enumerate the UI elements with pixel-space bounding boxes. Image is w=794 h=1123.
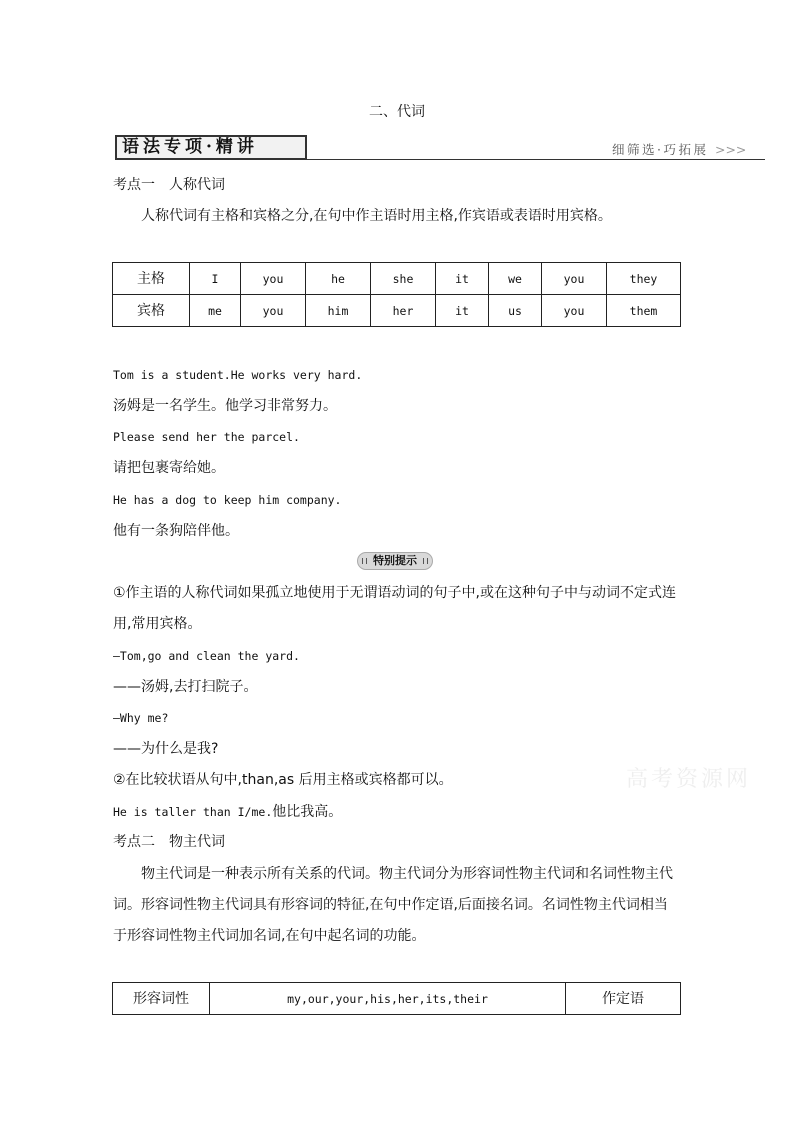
example-zh: 请把包裹寄给她。 (113, 460, 225, 476)
example-en: He has a dog to keep him company. (113, 493, 342, 507)
table-cell: it (436, 263, 489, 295)
section1-heading: 考点一 人称代词 (113, 177, 225, 193)
row-label: 形容词性 (113, 983, 210, 1015)
row-label: 宾格 (113, 295, 190, 327)
section2-para-line2: 词。形容词性物主代词具有形容词的特征,在句中作定语,后面接名词。名词性物主代词相当 (113, 897, 668, 913)
table-cell: we (489, 263, 542, 295)
table-row-object (113, 295, 681, 327)
table-cell: I (190, 263, 241, 295)
watermark: 高考资源网 (626, 767, 752, 792)
example-en: Please send her the parcel. (113, 430, 300, 444)
chevrons-icon: >>> (714, 142, 747, 157)
table-cell: me (190, 295, 241, 327)
section1-intro: 人称代词有主格和宾格之分,在句中作主语时用主格,作宾语或表语时用宾格。 (141, 208, 612, 224)
table-cell: she (371, 263, 436, 295)
table-row (113, 983, 681, 1015)
table-cell: 作定语 (566, 983, 681, 1015)
table-cell: them (607, 295, 681, 327)
example-zh: 他比我高。 (272, 804, 343, 820)
example-zh: 汤姆是一名学生。他学习非常努力。 (113, 398, 337, 414)
table-cell: you (542, 263, 607, 295)
table-cell: you (241, 295, 306, 327)
section2-para-line3: 于形容词性物主代词加名词,在句中起名词的功能。 (113, 928, 426, 944)
tip-badge: 特别提示 (357, 552, 433, 570)
table-cell: they (607, 263, 681, 295)
page-title: 二、代词 (369, 104, 425, 120)
banner-label: 语法专项·精讲 (122, 137, 258, 157)
row-label: 主格 (113, 263, 190, 295)
example-en: He is taller than I/me. (113, 805, 273, 819)
banner-subtitle (612, 141, 746, 159)
tip-point2: ②在比较状语从句中,than,as 后用主格或宾格都可以。 (113, 772, 453, 788)
tip-point1-line1: ①作主语的人称代词如果孤立地使用于无谓语动词的句子中,或在这种句子中与动词不定式连 (113, 585, 676, 601)
tip-point2-example (113, 801, 342, 822)
table-row-subject (113, 263, 681, 295)
section2-para-line1: 物主代词是一种表示所有关系的代词。物主代词分为形容词性物主代词和名词性物主代 (141, 866, 673, 882)
table-cell: he (306, 263, 371, 295)
example-zh: 他有一条狗陪伴他。 (113, 523, 239, 539)
banner-rule (307, 159, 765, 160)
table-cell: you (542, 295, 607, 327)
table-cell: us (489, 295, 542, 327)
example-en: Tom is a student.He works very hard. (113, 368, 363, 382)
table-cell: my,our,your,his,her,its,their (210, 983, 566, 1015)
table-cell: her (371, 295, 436, 327)
banner-subtitle-text: 细筛选·巧拓展 (612, 142, 709, 157)
table-cell: it (436, 295, 489, 327)
section2-heading: 考点二 物主代词 (113, 834, 225, 850)
dialog-en: —Why me? (113, 711, 169, 725)
dialog-en: —Tom,go and clean the yard. (113, 649, 300, 663)
possessive-table (112, 982, 681, 1015)
tip-point1-line2: 用,常用宾格。 (113, 616, 202, 632)
dialog-zh: ——为什么是我? (113, 741, 219, 757)
table-cell: you (241, 263, 306, 295)
dialog-zh: ——汤姆,去打扫院子。 (113, 679, 258, 695)
pronoun-case-table (112, 262, 681, 327)
table-cell: him (306, 295, 371, 327)
